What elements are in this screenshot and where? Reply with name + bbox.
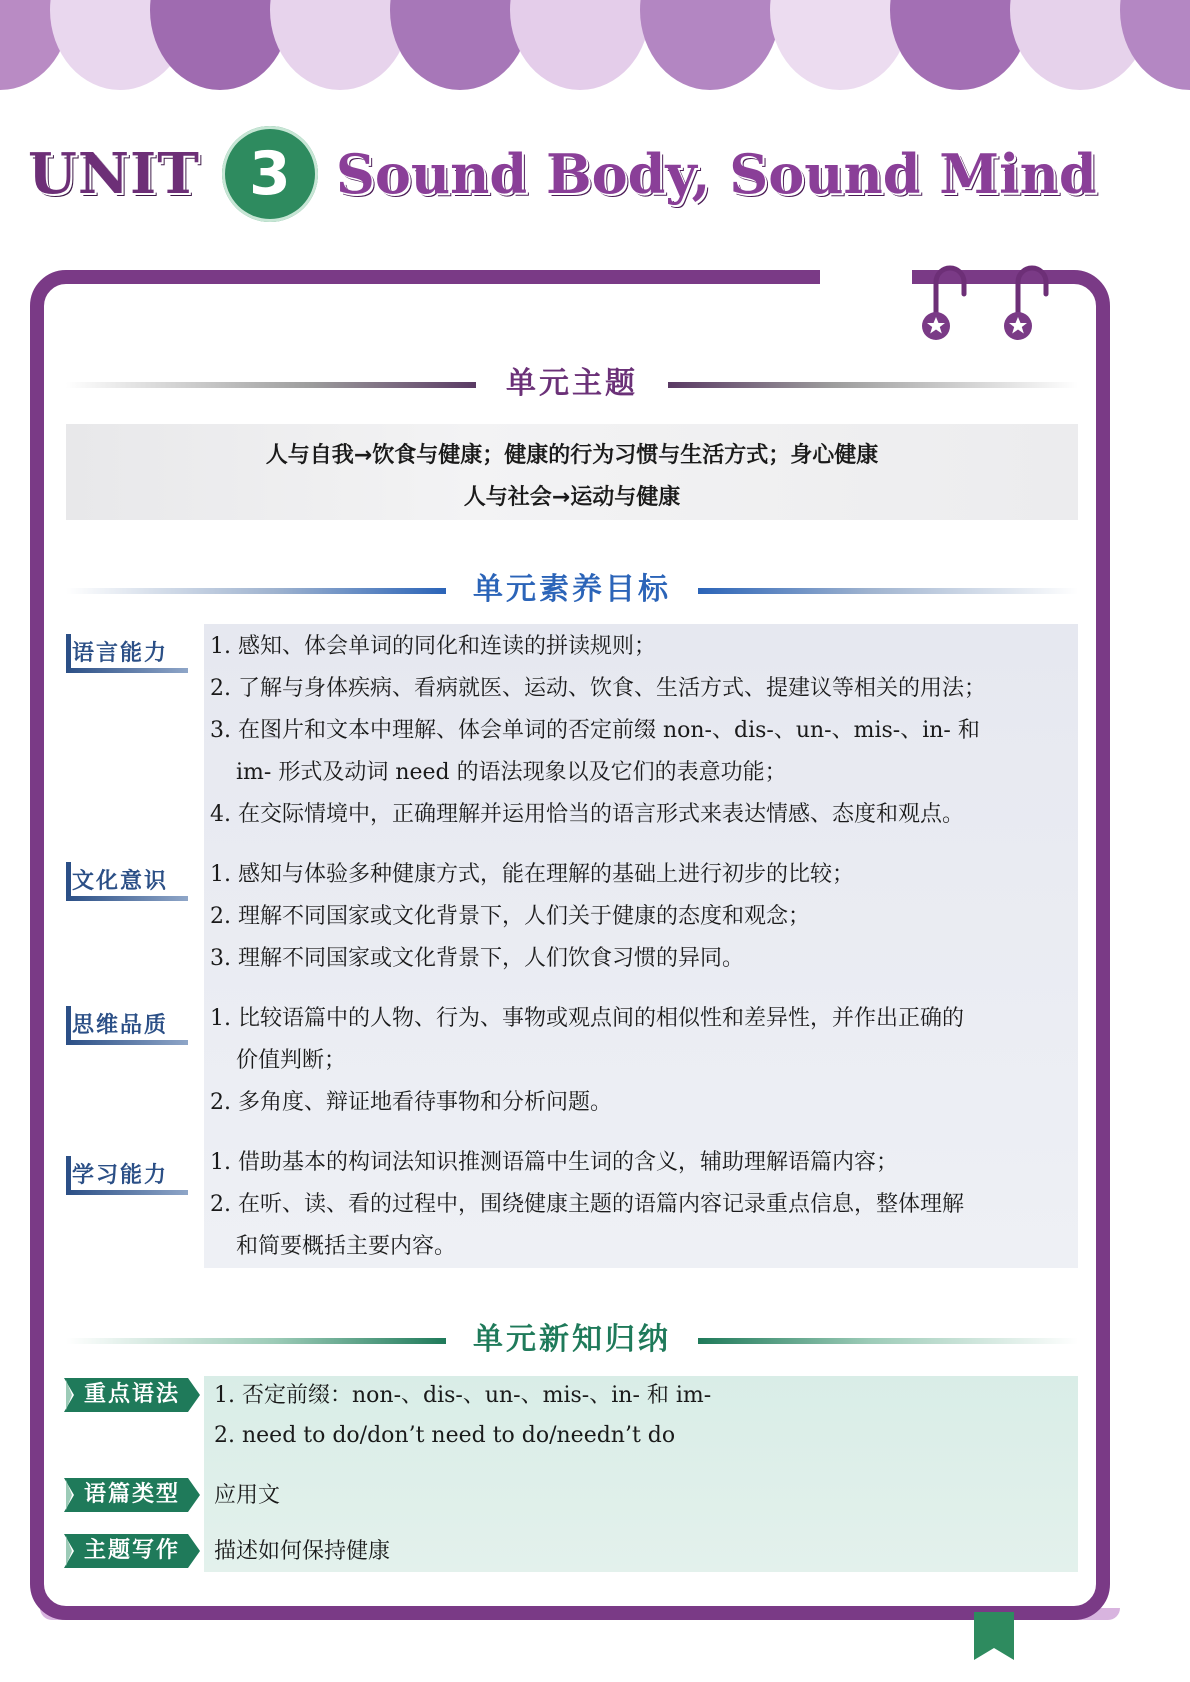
goal-item: 4. 在交际情境中，正确理解并运用恰当的语言形式来表达情感、态度和观点。 [210, 802, 964, 827]
knowledge-section-heading [66, 1320, 1078, 1360]
scallop-decoration [270, 0, 410, 90]
goal-label-text: 思维品质 [72, 1013, 169, 1038]
unit-number-badge [222, 126, 318, 222]
scallop-decoration [510, 0, 650, 90]
goal-label-text: 语言能力 [72, 641, 169, 666]
knowledge-label-text: 重点语法 [84, 1382, 181, 1407]
goal-item: im- 形式及动词 need 的语法现象以及它们的表意功能； [236, 760, 787, 785]
theme-line: 人与自我→饮食与健康；健康的行为习惯与生活方式；身心健康 [265, 443, 879, 468]
knowledge-label-writing [64, 1534, 200, 1568]
knowledge-item: 描述如何保持健康 [214, 1539, 391, 1564]
goal-item: 2. 理解不同国家或文化背景下，人们关于健康的态度和观念； [210, 904, 810, 929]
theme-box [66, 424, 1078, 520]
goal-label-thinking [66, 1004, 192, 1044]
goal-label-language [66, 632, 192, 672]
label-underline [66, 896, 188, 901]
theme-line: 人与社会→运动与健康 [463, 485, 681, 510]
knowledge-label-text: 主题写作 [84, 1538, 181, 1563]
goal-item: 1. 感知、体会单词的同化和连读的拼读规则； [210, 634, 656, 659]
goal-item: 1. 借助基本的构词法知识推测语篇中生词的含义，辅助理解语篇内容； [210, 1150, 898, 1175]
frame-gap [820, 262, 912, 292]
goals-section-heading [66, 570, 1078, 610]
unit-title-bar [28, 132, 1097, 216]
goal-item: 价值判断； [236, 1048, 347, 1073]
label-bar [66, 1006, 71, 1044]
theme-heading: 单元主题 [506, 366, 638, 401]
knowledge-item: 2. need to do/don’t need to do/needn’t do [214, 1423, 676, 1448]
label-bar [66, 1156, 71, 1194]
goal-item: 2. 在听、读、看的过程中，围绕健康主题的语篇内容记录重点信息，整体理解 [210, 1192, 964, 1217]
label-underline [66, 668, 188, 673]
scallop-decoration [640, 0, 780, 90]
hook-star-icon [1000, 256, 1060, 346]
label-underline [66, 1190, 188, 1195]
unit-number: 3 [249, 139, 291, 209]
goal-item: 3. 在图片和文本中理解、体会单词的否定前缀 non-、dis-、un-、mis-、in- 和 [210, 718, 980, 743]
scallop-decoration [150, 0, 290, 90]
goal-label-culture [66, 860, 192, 900]
knowledge-item: 1. 否定前缀：non-、dis-、un-、mis-、in- 和 im- [214, 1383, 712, 1408]
knowledge-label-text-type [64, 1478, 200, 1512]
knowledge-label-text: 语篇类型 [84, 1482, 181, 1507]
theme-section-heading [66, 364, 1078, 404]
scallop-decoration [770, 0, 910, 90]
bookmark-ribbon-icon [974, 1612, 1014, 1660]
goal-item: 1. 比较语篇中的人物、行为、事物或观点间的相似性和差异性，并作出正确的 [210, 1006, 964, 1031]
scallop-decoration [890, 0, 1030, 90]
goal-item: 3. 理解不同国家或文化背景下，人们饮食习惯的异同。 [210, 946, 744, 971]
goal-item: 2. 多角度、辩证地看待事物和分析问题。 [210, 1090, 612, 1115]
label-bar [66, 634, 71, 672]
goals-heading: 单元素养目标 [473, 572, 671, 607]
knowledge-heading: 单元新知归纳 [473, 1322, 671, 1357]
scallop-decoration [390, 0, 530, 90]
hook-star-icon [918, 256, 978, 346]
goal-item: 1. 感知与体验多种健康方式，能在理解的基础上进行初步的比较； [210, 862, 854, 887]
goal-item: 和简要概括主要内容。 [236, 1234, 457, 1259]
scallop-decoration [1120, 0, 1190, 90]
unit-title: Sound Body, Sound Mind [335, 142, 1097, 206]
goal-label-text: 学习能力 [72, 1163, 169, 1188]
label-underline [66, 1040, 188, 1045]
unit-word: UNIT [28, 141, 200, 207]
knowledge-label-grammar [64, 1378, 200, 1412]
goal-label-text: 文化意识 [72, 869, 169, 894]
top-scallop-band [0, 0, 1190, 96]
goal-label-learning [66, 1154, 192, 1194]
label-bar [66, 862, 71, 900]
knowledge-item: 应用文 [214, 1483, 281, 1508]
goal-item: 2. 了解与身体疾病、看病就医、运动、饮食、生活方式、提建议等相关的用法； [210, 676, 986, 701]
